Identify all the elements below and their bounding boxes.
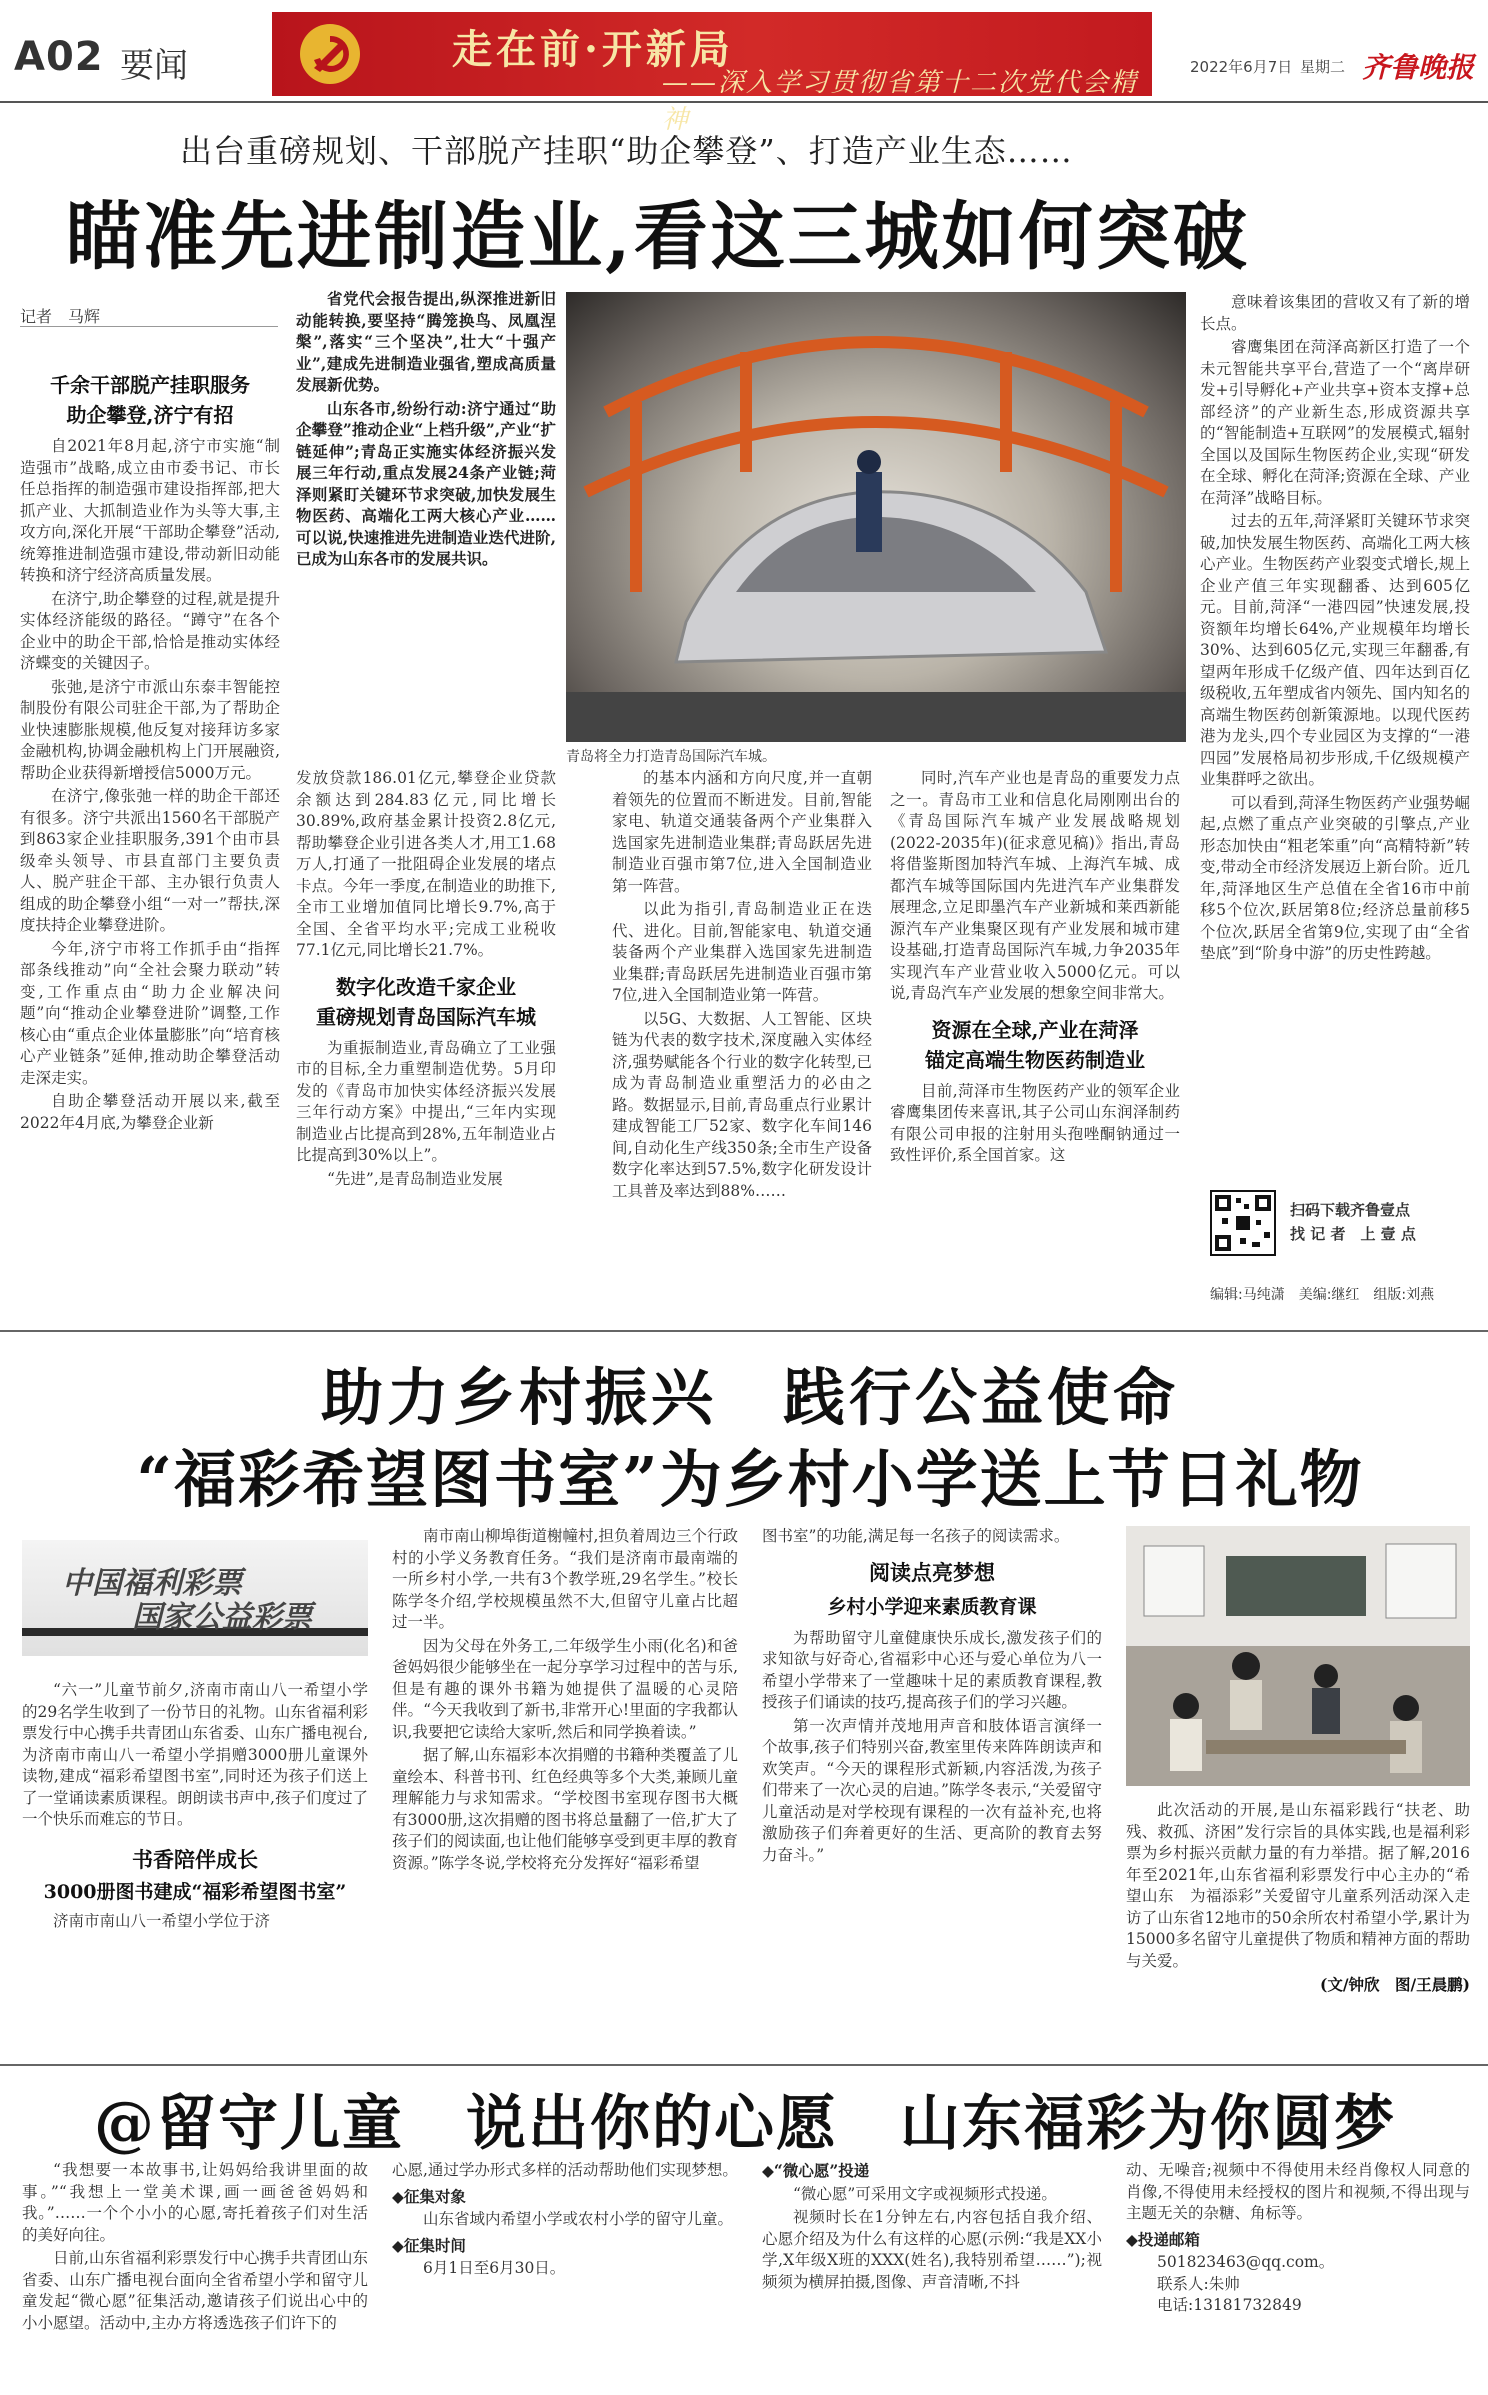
- header-banner: [272, 12, 1152, 135]
- article1-column-1: [20, 360, 280, 1340]
- a3-col3-paragraphs: [762, 2184, 1102, 2294]
- subhead-reading-2: 乡村小学迎来素质教育课: [827, 1595, 1037, 1618]
- issue-weekday: 星期二: [1300, 58, 1346, 76]
- subhead-reading: 阅读点亮梦想: [869, 1559, 995, 1585]
- byline-rule: [20, 326, 278, 327]
- paper-logo: 齐鲁晚报: [1362, 51, 1475, 84]
- paragraph: 同时,汽车产业也是青岛的重要发力点之一。青岛市工业和信息化局刚刚出台的《青岛国际汽车城产业发展战略规划(2022-2035年)(征求意见稿)》指出,青岛将借鉴斯图加特汽车城、上海汽车城、成都汽车城等国际国内先进汽车产业集群发展理念,立足即墨汽车产业新城和莱西新能源汽车产业集聚区现有产业发展和城市建设基础,打造青岛国际汽车城,力争2035年实现汽车产业营业收入5000亿元。可以说,青岛汽车产业发展的想象空间非常大。: [890, 769, 1180, 1002]
- paragraph: 为帮助留守儿童健康快乐成长,激发孩子们的求知欲与好奇心,省福彩中心还与爱心单位为八一希望小学带来了一堂趣味十足的素质教育课程,教授孩子们诵读的技巧,提高孩子们的学习兴趣。: [762, 1628, 1102, 1711]
- a2-col2-paragraphs: [392, 1526, 738, 1874]
- article3-headline: @留守儿童 说出你的心愿 山东福彩为你圆梦: [94, 2089, 1396, 2159]
- photo-caption: 青岛将全力打造青岛国际汽车城。: [566, 749, 776, 765]
- a3-col1-paragraphs: [22, 2160, 368, 2334]
- col2-after-paragraphs: [296, 1038, 556, 1191]
- paragraph: 目前,菏泽市生物医药产业的领军企业睿鹰集团传来喜讯,其子公司山东润泽制药有限公司申报的注射用头孢唑酮钠通过一致性评价,系全国首家。这: [890, 1081, 1180, 1164]
- item-text: 6月1日至6月30日。: [423, 2259, 566, 2277]
- section-name: 要闻: [120, 46, 188, 86]
- header-rule: [0, 101, 1488, 103]
- logo-line2: 国家公益彩票: [132, 1600, 312, 1635]
- subhead-books: 书香陪伴成长: [132, 1846, 258, 1872]
- qr-code[interactable]: [1210, 1190, 1276, 1256]
- article1-column-2b: [296, 768, 556, 1340]
- col2-continued: 发放贷款186.01亿元,攀登企业贷款余额达到284.83亿元,同比增长30.89%,政府基金累计投资2.8亿元,帮助攀登企业引进各类人才,用工1.68万人,打通了一批阻碍企业发展的堵点卡点。今年一季度,在制造业的助推下,全市工业增加值同比增长9.7%,高于全国、全省平均水平;完成工业税收77.1亿元,同比增长21.7%。: [296, 769, 556, 959]
- paragraph: 今年,济宁市将工作抓手由“指挥部条线推动”向“全社会聚力联动”转变,工作重点由“助力企业解决问题”向“推动企业攀登进阶”调整,工作核心由“重点企业体量膨胀”向“培育核心产业链条”延伸,推动助企攀登活动走深走实。: [20, 939, 280, 1087]
- a2-col3-paragraphs: [762, 1628, 1102, 1867]
- paragraph: 自2021年8月起,济宁市实施“制造强市”战略,成立由市委书记、市长任总指挥的制造强市建设指挥部,把大抓产业、大抓制造业作为头等大事,主攻方向,深化开展“干部助企攀登”活动,统筹推进制造强市建设,带动新旧动能转换和济宁经济高质量发展。: [20, 437, 280, 584]
- article2-column-3: [762, 1526, 1102, 2056]
- paragraph: 自助企攀登活动开展以来,截至2022年4月底,为攀登企业新: [20, 1092, 280, 1132]
- paragraph: “微心愿”可采用文字或视频形式投递。: [793, 2184, 1057, 2203]
- article2-column-4: [1126, 1800, 1470, 2056]
- paragraph: 南市南山柳埠街道榭幢村,担负着周边三个行政村的小学义务教育任务。“我们是济南市最南端的一所乡村小学,一共有3个教学班,29名学生。”校长陈学冬介绍,学校规模虽然不大,但留守儿童占比超过一半。: [392, 1527, 738, 1631]
- welfare-lottery-logo: [22, 1540, 368, 1656]
- a3-col3-label: ◆“微心愿”投递: [762, 2161, 870, 2180]
- paragraph: 张弛,是济宁市派山东泰丰智能控制股份有限公司驻企干部,为了帮助企业快速膨胀规模,他反复对接拜访多家金融机构,协调金融机构上门开展融资,帮助企业获得新增授信5000万元。: [20, 677, 280, 782]
- subhead-books-2: 3000册图书建成“福彩希望图书室”: [43, 1880, 347, 1903]
- subhead-qingdao: 数字化改造千家企业 重磅规划青岛国际汽车城: [316, 974, 536, 1029]
- paragraph: 可以看到,菏泽生物医药产业强势崛起,点燃了重点产业突破的引擎点,产业形态加快由“粗老笨重”向“高精特新”转变,带动全市经济发展迈上新台阶。近几年,菏泽地区生产总值在全省16市中前移5个位次,跃居第8位;经济总量前移5个位次,跃居全省第9位,实现了由“全省垫底”到“阶身中游”的历史性跨越。: [1200, 793, 1470, 962]
- col3-paragraphs: [612, 768, 872, 1202]
- article2-headline1: 助力乡村振兴 践行公益使命: [320, 1361, 1179, 1434]
- article1-kicker: 出台重磅规划、干部脱产挂职“助企攀登”、打造产业生态……: [180, 132, 1073, 170]
- page-number: A02: [14, 34, 104, 80]
- article3-column-2: [392, 2160, 738, 2392]
- a2-col1-after: 济南市南山八一希望小学位于济: [53, 1911, 271, 1930]
- a3-col2-top: 心愿,通过学办形式多样的活动帮助他们实现梦想。: [392, 2161, 738, 2179]
- col5-paragraphs: [1200, 292, 1470, 965]
- qr-text: 扫码下载齐鲁壹点 找 记 者 上 壹 点: [1290, 1201, 1416, 1243]
- paragraph: “我想要一本故事书,让妈妈给我讲里面的故事。”“我想上一堂美术课,画一画爸爸妈妈和我。”……一个个小小的心愿,寄托着孩子们对生活的美好向往。: [22, 2161, 368, 2244]
- section-divider-2: [0, 2064, 1488, 2066]
- article3-column-1: [22, 2160, 368, 2392]
- car-factory-photo: [566, 292, 1186, 742]
- banner-title: 走在前·开新局: [452, 26, 734, 73]
- reporter-byline: 记者 马辉: [20, 307, 101, 326]
- paragraph: 此次活动的开展,是山东福彩践行“扶老、助残、救孤、济困”发行宗旨的具体实践,也是福利彩票为乡村振兴贡献力量的有力举措。据了解,2016年至2021年,山东省福利彩票发行中心主办的“希望山东 为福添彩”关爱留守儿童系列活动深入走访了山东省12地市的50余所农村希望小学,累计为15000多名留守儿童提供了物质和精神方面的帮助与关爱。: [1126, 1801, 1470, 1970]
- a2-col3-top: 图书室”的功能,满足每一名孩子的阅读需求。: [762, 1527, 1070, 1545]
- a2-col4-paragraphs: [1126, 1800, 1470, 1972]
- article1-column-3: [612, 768, 872, 1340]
- paragraph: 日前,山东省福利彩票发行中心携手共青团山东省委、山东广播电视台面向全省希望小学和留守儿童发起“微心愿”征集活动,邀请孩子们说出心中的小小愿望。活动中,主办方将透选孩子们许下的: [22, 2249, 368, 2332]
- article1-column-5: [1200, 292, 1470, 1162]
- col4-paragraphs: [890, 768, 1180, 1005]
- col4-after-paragraphs: [890, 1081, 1180, 1167]
- paragraph: 睿鹰集团在菏泽高新区打造了一个未元智能共享平台,营造了一个“离岸研发+引导孵化+产业共享+资本支撑+总部经济”的产业新生态,形成资源共享的“智能制造+互联网”的发展模式,辐射全国以及国际生物医药企业,实现“研发在全球、孵化在菏泽;资源在全球、产业在菏泽”战略目标。: [1200, 338, 1470, 507]
- a3-col4-label: ◆投递邮箱: [1126, 2229, 1200, 2249]
- paragraph: 的基本内涵和方向尺度,并一直朝着领先的位置而不断进发。目前,智能家电、轨道交通装备两个产业集群入选国家先进制造业集群;青岛跃居先进制造业百强市第7位,进入全国制造业第一阵营。: [612, 769, 872, 895]
- article2-headline2: “福彩希望图书室”为乡村小学送上节日礼物: [136, 1443, 1364, 1516]
- paragraph: 省党代会报告提出,纵深推进新旧动能转换,要坚持“腾笼换鸟、凤凰涅槃”,落实“三个坚决”,壮大“十强产业”,建成先进制造业强省,塑成高质量发展新优势。: [296, 289, 556, 394]
- article2-column-2: [392, 1526, 738, 2056]
- paragraph: 在济宁,助企攀登的过程,就是提升实体经济能级的路径。“蹲守”在各个企业中的助企干部,恰恰是推动实体经济蝶变的关键因子。: [20, 589, 280, 672]
- item-text: 山东省域内希望小学或农村小学的留守儿童。: [423, 2210, 734, 2228]
- paragraph: 视频时长在1分钟左右,内容包括自我介绍、心愿介绍及为什么有这样的心愿(示例:“我是XX小学,X年级X班的XXX(姓名),我特别希望……”);视频须为横屏拍摄,图像、声音清晰,不抖: [762, 2208, 1102, 2291]
- paragraph: 以5G、大数据、人工智能、区块链为代表的数字技术,深度融入实体经济,强势赋能各个行业的数字化转型,已成为青岛制造业重塑活力的必由之路。数据显示,目前,青岛重点行业累计建成智能工厂52家、数字化车间146间,自动化生产线350条;全市生产设备数字化率达到57.5%,数字化研发设计工具普及率达到88%……: [612, 1009, 872, 1200]
- article1-column-4: [890, 768, 1180, 1340]
- article2-byline: (文/钟欣 图/王晨鹏): [1320, 1975, 1470, 1994]
- paragraph: 第一次声情并茂地用声音和肢体语言演绎一个故事,孩子们特别兴奋,教室里传来阵阵朗读声和欢笑声。“今天的课程形式新颖,内容活泼,为孩子们带来了一次心灵的启迪。”陈学冬表示,“关爱留守儿童活动是对学校现有课程的一次有益补充,也将激励孩子们奔着更好的生活、更高阶的教育去努力奋斗。”: [762, 1716, 1102, 1864]
- subhead-heze: 资源在全球,产业在菏泽 锚定高端生物医药制造业: [925, 1017, 1145, 1072]
- subhead-jining: 千余干部脱产挂职服务 助企攀登,济宁有招: [50, 373, 250, 427]
- paragraph: 因为父母在外务工,二年级学生小雨(化名)和爸爸妈妈很少能够坐在一起分享学习过程中的苦与乐,但是有趣的课外书籍为她提供了温暖的心灵陪伴。“今天我收到了新书,非常开心!里面的字我都认识,我要把它读给大家听,然后和同学换着读。”: [392, 1636, 738, 1741]
- logo-line1: 中国福利彩票: [62, 1566, 242, 1601]
- paragraph: 据了解,山东福彩本次捐赠的书籍种类覆盖了儿童绘本、科普书刊、红色经典等多个大类,兼顾儿童理解能力与求知需求。“学校图书室现存图书大概有3000册,这次捐赠的图书将总量翻了一倍,扩大了孩子们的阅读面,也让他们能够享受到更丰厚的教育资源。”陈学冬说,学校将充分发挥好“福彩希望: [392, 1746, 738, 1872]
- editor-credits: 编辑:马纯潇 美编:继红 组版:刘燕: [1210, 1287, 1435, 1303]
- article2-column-1: [22, 1680, 368, 2056]
- article1-headline: 瞄准先进制造业,看这三城如何突破: [66, 194, 1250, 280]
- issue-date: 2022年6月7日: [1190, 58, 1293, 76]
- item-label: ◆征集对象: [392, 2186, 466, 2206]
- paragraph: 过去的五年,菏泽紧盯关键环节求突破,加快发展生物医药、高端化工两大核心产业。生物医药产业裂变式增长,规上企业产值三年实现翻番、达到605亿元。目前,菏泽“一港四园”快速发展,投资额年均增长64%,产业规模年均增长30%、达到605亿元,实现三年翻番,有望两年形成千亿级产值、四年达到百亿级税收,五年塑成省内领先、国内知名的高端生物医药创新策源地。以现代医药港为龙头,四个专业园区为支撑的“一港四园”发展格局初步形成,千亿级规模产业集群呼之欲出。: [1200, 512, 1470, 788]
- classroom-photo: [1126, 1526, 1470, 1786]
- col1-paragraphs: [20, 436, 280, 1134]
- paragraph: 以此为指引,青岛制造业正在迭代、进化。目前,智能家电、轨道交通装备两个产业集群入选国家先进制造业集群;青岛跃居先进制造业百强市第7位,进入全国制造业第一阵营。: [612, 900, 872, 1004]
- paragraph: 在济宁,像张弛一样的助企干部还有很多。济宁共派出1560名干部脱产到863家企业挂职服务,391个由市县级牵头领导、市县直部门主要负责人、脱产驻企干部、主办银行负责人组成的助企攀登小组“一对一”帮扶,深度扶持企业攀登进阶。: [20, 787, 280, 934]
- a3-col4-top: 动、无噪音;视频中不得使用未经肖像权人同意的肖像,不得使用未经授权的图片和视频,不得出现与主题无关的杂糖、角标等。: [1126, 2161, 1470, 2222]
- section-divider-1: [0, 1330, 1488, 1332]
- contact-phone: 电话:13181732849: [1157, 2296, 1302, 2314]
- contact-person: 联系人:朱帅: [1157, 2274, 1240, 2293]
- paragraph: “六一”儿童节前夕,济南市南山八一希望小学的29名学生收到了一份节日的礼物。山东省福利彩票发行中心携手共青团山东省委、山东广播电视台,为济南市南山八一希望小学捐赠3000册儿童课外读物,建成“福彩希望图书室”,同时还为孩子们送上了一堂诵读素质课程。朗朗读书声中,孩子们度过了一个快乐而难忘的节日。: [22, 1681, 368, 1828]
- paragraph: 为重振制造业,青岛确立了工业强市的目标,全力重塑制造优势。5月印发的《青岛市加快实体经济振兴发展三年行动方案》中提出,“三年内实现制造业占比提高到28%,五年制造业占比提高到30%以上”。: [296, 1038, 556, 1164]
- article3-column-3: [762, 2160, 1102, 2392]
- a3-col2-items: [392, 2186, 738, 2280]
- banner-subtitle: ——深入学习贯彻省第十二次党代会精神: [662, 68, 1139, 135]
- paragraph: 意味着该集团的营收又有了新的增长点。: [1200, 293, 1470, 333]
- contact-email[interactable]: 501823463@qq.com。: [1157, 2253, 1335, 2271]
- item-label: ◆征集时间: [392, 2235, 466, 2255]
- article3-column-4: [1126, 2160, 1470, 2392]
- paragraph: “先进”,是青岛制造业发展: [327, 1169, 503, 1188]
- paragraph: 山东各市,纷纷行动:济宁通过“助企攀登”推动企业“上档升级”,产业“扩链延伸”;青岛正实施实体经济振兴发展三年行动,重点发展24条产业链;菏泽则紧盯关键环节求突破,加快发展生物医药、高端化工两大核心产业……可以说,快速推进先进制造业迭代进阶,已成为山东各市的发展共识。: [296, 398, 556, 568]
- col2-lead-paragraphs: [296, 288, 556, 570]
- a2-col1-paragraphs: [22, 1680, 368, 1831]
- party-emblem-icon: [300, 24, 360, 84]
